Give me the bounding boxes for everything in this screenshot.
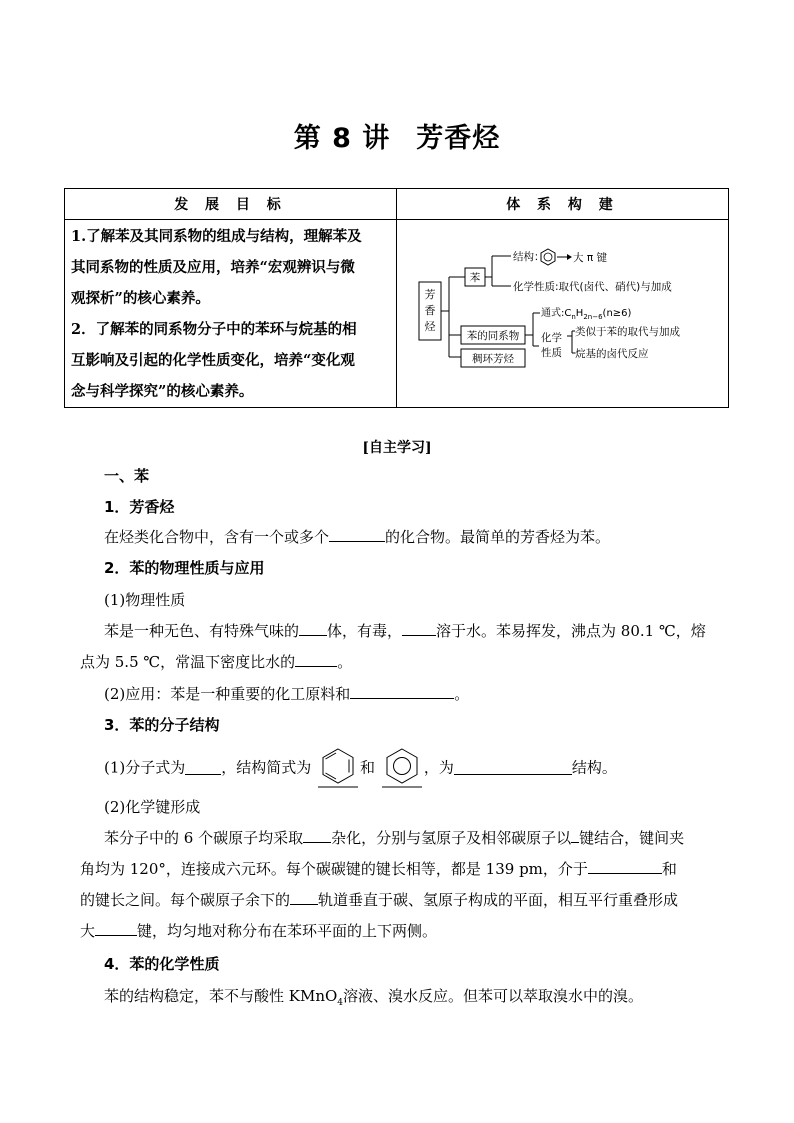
subheading-physical: (1)物理性质 [104,591,186,609]
goal-2: 2．了解苯的同系物分子中的苯环与烷基的相 互影响及引起的化学性质变化，培养“变化观 念与科学探究”的核心素养。 [71,321,357,400]
goal-1: 1.了解苯及其同系物的组成与结构，理解苯及 其同系物的性质及应用，培养“宏观辨识与微 观探析”的核心素养。 [71,228,362,307]
diagram-chem-short-1: 化学 [541,332,562,344]
subheading-bonds: (2)化学键形成 [104,798,201,816]
root-char-3: 烃 [424,320,436,333]
root-char-1: 芳 [424,288,436,301]
para-bonds-3: 的键长之间。每个碳原子余下的 轨道垂直于碳、氢原子构成的平面，相互平行重叠形成 [80,891,679,909]
heading-chemical: 4．苯的化学性质 [104,955,220,973]
para-bonds-1: 苯分子中的 6 个碳原子均采取 杂化，分别与氢原子及相邻碳原子以 键结合，键间夹 [104,829,685,847]
para-bonds-2: 角均为 120°，连接成六元环。每个碳碳键的键长相等，都是 139 pm，介于 和 [80,860,677,878]
para-chemical: 苯的结构稳定，苯不与酸性 KMnO$_4$溶液、溴水反应。但苯可以萃取溴水中的溴。 [104,987,644,1008]
aromatic-benzene-icon [380,746,424,788]
kekule-benzene-icon [316,746,360,788]
diagram-homolog-prop-1: 类似于苯的取代与加成 [575,326,680,338]
diagram-structure-label: 结构： [513,251,545,263]
diagram-homologs: 苯的同系物 [466,330,520,342]
diagram-fused: 稠环芳烃 [472,353,514,365]
goals-table [64,188,729,408]
para-application: (2)应用：苯是一种重要的化工原料和 。 [104,685,470,703]
heading-aromatic: 1．芳香烃 [104,498,175,516]
heading-structure: 3．苯的分子结构 [104,716,220,734]
diagram-homolog-prop-2: 烷基的卤代反应 [575,348,649,360]
heading-benzene: 一、苯 [104,467,150,485]
diagram-formula: 通式$:C_nH_{2n-6}(n\ge 6)$ [541,308,632,321]
lesson-topic: 芳香烃 [416,123,501,154]
para-aromatic: 在烃类化合物中，含有一个或多个 的化合物。最简单的芳香烃为苯。 [104,528,611,546]
root-char-2: 香 [424,304,436,317]
system-diagram-cell [397,220,729,408]
para-bonds-4: 大 键，均匀地对称分布在苯环平面的上下两侧。 [80,922,438,940]
concept-diagram [397,220,729,406]
para-physical-1: 苯是一种无色、有特殊气味的 体，有毒， 溶于水。苯易挥发，沸点为 80.1 ℃，熔 [104,622,706,640]
diagram-chem-props: 化学性质:取代(卤代、硝代)与加成 [513,281,672,293]
header-system: 体 系 构 建 [397,189,729,220]
diagram-benzene: 苯 [469,272,481,284]
header-goals: 发 展 目 标 [65,189,397,220]
heading-physical: 2．苯的物理性质与应用 [104,559,265,577]
para-physical-2: 点为 5.5 ℃，常温下密度比水的 。 [80,653,353,671]
diagram-structure-result: 大 π 键 [573,252,607,264]
page-title [0,116,794,155]
diagram-chem-short-2: 性质 [541,347,562,359]
lesson-number: 第 8 讲 [293,123,391,154]
section-label: [自主学习] [362,440,432,456]
goals-cell [65,220,397,408]
para-structure: (1)分子式为 ，结构简式为 和 ，为 结构。 [104,746,617,788]
